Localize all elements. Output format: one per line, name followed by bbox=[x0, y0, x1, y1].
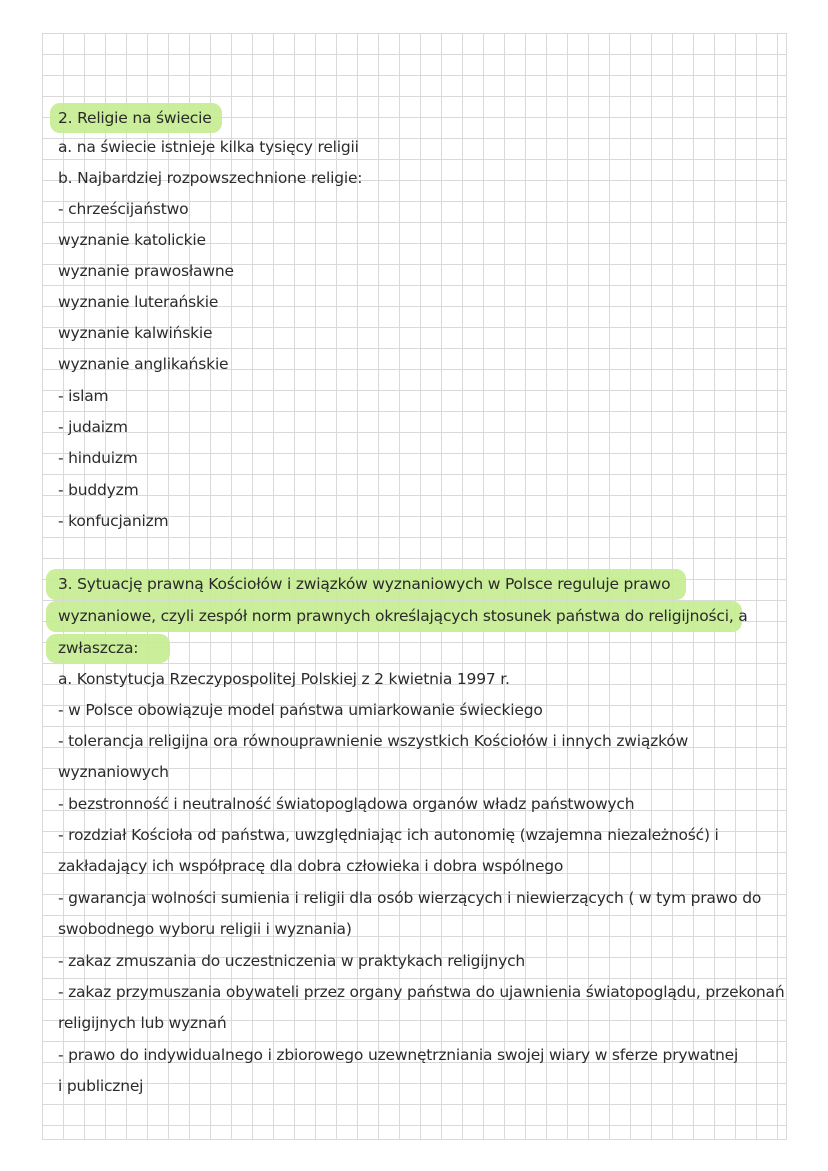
religion-item: - judaizm bbox=[58, 418, 128, 436]
religion-item: wyznanie katolickie bbox=[58, 231, 206, 249]
note-line: b. Najbardziej rozpowszechnione religie: bbox=[58, 169, 363, 187]
note-line: - prawo do indywidualnego i zbiorowego uzewnętrzniania swojej wiary w sferze prywatnej bbox=[58, 1046, 739, 1064]
note-line: a. Konstytucja Rzeczypospolitej Polskiej z 2 kwietnia 1997 r. bbox=[58, 670, 510, 688]
note-line: a. na świecie istnieje kilka tysięcy religii bbox=[58, 138, 359, 156]
religion-item: wyznanie anglikańskie bbox=[58, 355, 229, 373]
section-3-heading: zwłaszcza: bbox=[58, 639, 139, 657]
note-line: zakładający ich współpracę dla dobra człowieka i dobra wspólnego bbox=[58, 857, 564, 875]
religion-item: - buddyzm bbox=[58, 481, 139, 499]
note-line: - zakaz zmuszania do uczestniczenia w praktykach religijnych bbox=[58, 952, 526, 970]
religion-item: wyznanie prawosławne bbox=[58, 262, 234, 280]
note-line: religijnych lub wyznań bbox=[58, 1014, 227, 1032]
note-line: - gwarancja wolności sumienia i religii dla osób wierzących i niewierzących ( w tym prawo do bbox=[58, 889, 762, 907]
religion-item: - chrześcijaństwo bbox=[58, 200, 189, 218]
note-line: swobodnego wyboru religii i wyznania) bbox=[58, 920, 352, 938]
note-line: - w Polsce obowiązuje model państwa umiarkowanie świeckiego bbox=[58, 701, 543, 719]
section-3-heading: 3. Sytuację prawną Kościołów i związków wyznaniowych w Polsce reguluje prawo bbox=[58, 575, 671, 593]
note-line: wyznaniowych bbox=[58, 763, 169, 781]
note-line: i publicznej bbox=[58, 1077, 144, 1095]
section-2-heading: 2. Religie na świecie bbox=[58, 109, 212, 127]
note-line: - tolerancja religijna ora równouprawnienie wszystkich Kościołów i innych związków bbox=[58, 732, 689, 750]
section-3-heading: wyznaniowe, czyli zespół norm prawnych określających stosunek państwa do religijności, a bbox=[58, 607, 748, 625]
note-line: - bezstronność i neutralność światopoglądowa organów władz państwowych bbox=[58, 795, 635, 813]
religion-item: - islam bbox=[58, 387, 109, 405]
religion-item: wyznanie kalwińskie bbox=[58, 324, 213, 342]
note-line: - rozdział Kościoła od państwa, uwzględniając ich autonomię (wzajemna niezależność) i bbox=[58, 826, 719, 844]
note-line: - zakaz przymuszania obywateli przez organy państwa do ujawnienia światopoglądu, przekonań bbox=[58, 983, 785, 1001]
religion-item: - konfucjanizm bbox=[58, 512, 169, 530]
religion-item: - hinduizm bbox=[58, 449, 138, 467]
religion-item: wyznanie luterańskie bbox=[58, 293, 219, 311]
